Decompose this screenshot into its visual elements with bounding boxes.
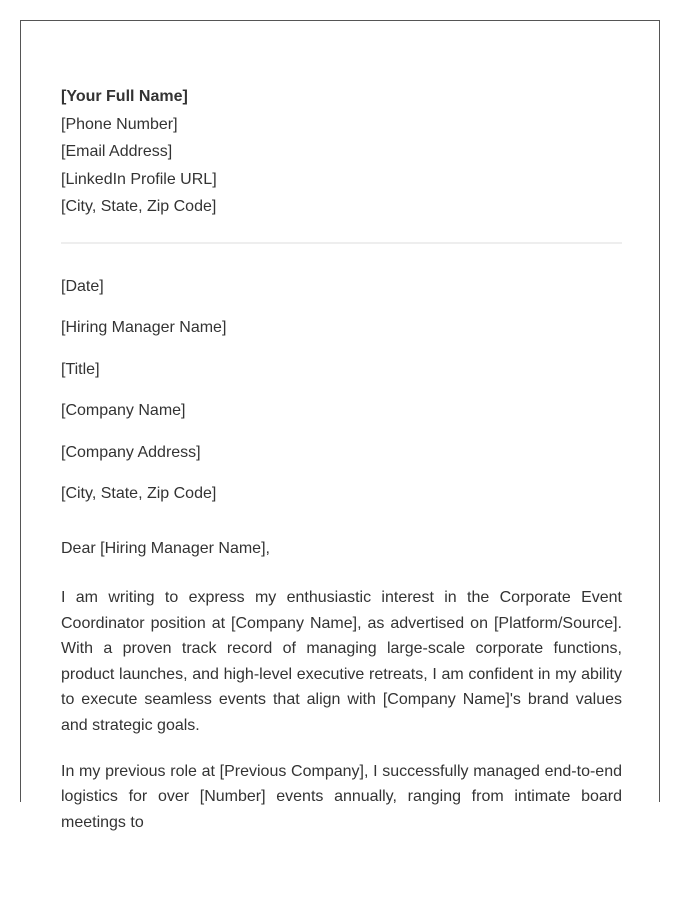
salutation: Dear [Hiring Manager Name],: [61, 540, 270, 557]
recipient-company: [Company Name]: [61, 402, 186, 419]
body-paragraph-2: In my previous role at [Previous Company], I successfully managed end-to-end logistics for over [Number] events annually, ranging from intimate board meetings to: [61, 762, 622, 831]
sender-city: [City, State, Zip Code]: [61, 198, 217, 215]
letter-page: [20, 20, 660, 831]
sender-name: [Your Full Name]: [61, 88, 188, 105]
sender-block: [61, 83, 622, 221]
recipient-manager: [Hiring Manager Name]: [61, 319, 227, 336]
letter-date: [Date]: [61, 277, 104, 295]
recipient-address: [Company Address]: [61, 443, 201, 461]
sender-email: [Email Address]: [61, 143, 173, 160]
recipient-title: [Title]: [61, 360, 100, 378]
letter-content: [61, 83, 622, 835]
sender-linkedin: [LinkedIn Profile URL]: [61, 170, 217, 188]
recipient-city: [City, State, Zip Code]: [61, 485, 217, 502]
recipient-block: [61, 318, 622, 504]
header-divider: [61, 242, 622, 244]
sender-phone: [Phone Number]: [61, 115, 178, 133]
body-paragraph-1: I am writing to express my enthusiastic interest in the Corporate Event Coordinator position at [Company Name], as advertised on [Platform/Source]. With a proven track record of managing large-scale corporate functions, product launches, and high-level executive retreats, I am confident in my ability to execute seamless events that align with [Company Name]'s brand values and strategic goals.: [61, 589, 622, 734]
